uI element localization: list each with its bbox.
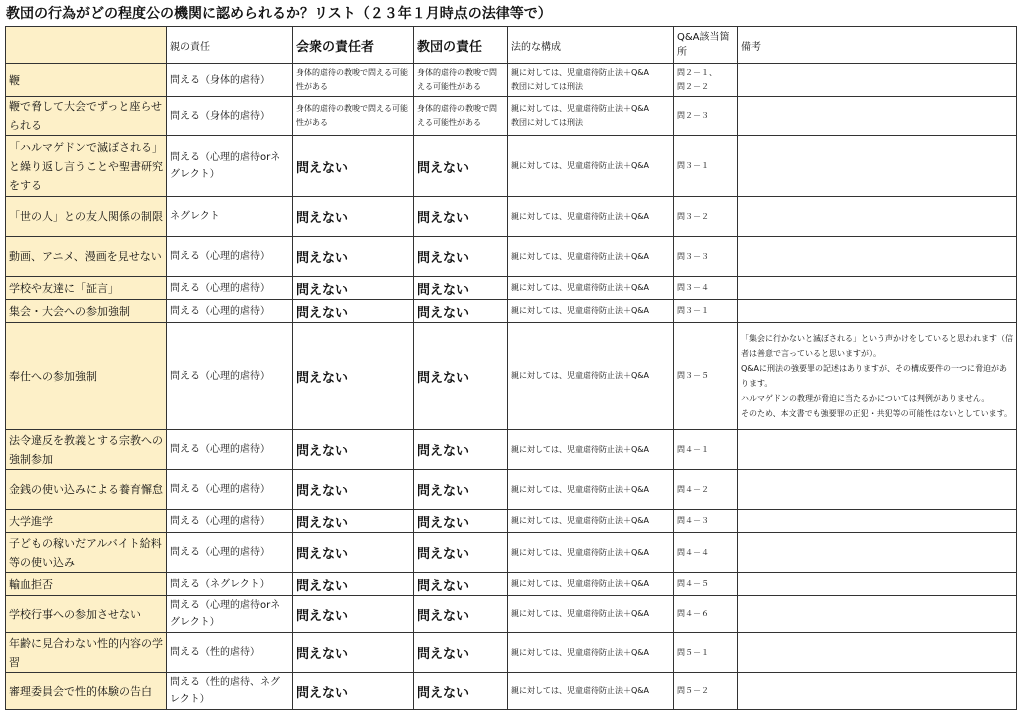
table-row xyxy=(6,300,1017,323)
cell-qa: 問２－１、 問２－２ xyxy=(674,64,738,97)
cell-qa: 問４－１ xyxy=(674,430,738,470)
cell-note xyxy=(738,64,1017,97)
cell-item: 集会・大会への参加強制 xyxy=(6,300,167,323)
cell-note xyxy=(738,533,1017,573)
cell-org: 問えない xyxy=(414,300,508,323)
legal-responsibility-table xyxy=(5,26,1017,710)
cell-qa: 問３－１ xyxy=(674,300,738,323)
table-row xyxy=(6,533,1017,573)
table-row xyxy=(6,510,1017,533)
table-row xyxy=(6,633,1017,673)
table-row xyxy=(6,277,1017,300)
cell-item: 鞭 xyxy=(6,64,167,97)
table-row xyxy=(6,596,1017,633)
cell-meeting: 問えない xyxy=(293,470,414,510)
cell-qa: 問３－１ xyxy=(674,136,738,197)
cell-item: 奉仕への参加強制 xyxy=(6,323,167,430)
cell-org: 問えない xyxy=(414,573,508,596)
cell-legal: 親に対しては、児童虐待防止法＋Q&A xyxy=(508,633,674,673)
cell-legal: 親に対しては、児童虐待防止法＋Q&A xyxy=(508,510,674,533)
cell-item: 「ハルマゲドンで滅ぼされる」と繰り返し言うことや聖書研究をする xyxy=(6,136,167,197)
cell-parent: 問える（心理的虐待） xyxy=(167,323,293,430)
cell-note xyxy=(738,136,1017,197)
cell-parent: 問える（心理的虐待） xyxy=(167,470,293,510)
table-row xyxy=(6,136,1017,197)
header-meeting: 会衆の責任者 xyxy=(293,27,414,64)
cell-meeting: 問えない xyxy=(293,673,414,710)
cell-meeting: 身体的虐待の教唆で問える可能性がある xyxy=(293,64,414,97)
cell-item: 学校や友達に「証言」 xyxy=(6,277,167,300)
cell-item: 審理委員会で性的体験の告白 xyxy=(6,673,167,710)
cell-note xyxy=(738,300,1017,323)
table-row xyxy=(6,97,1017,136)
cell-parent: 問える（性的虐待、ネグレクト） xyxy=(167,673,293,710)
table-row xyxy=(6,573,1017,596)
cell-legal: 親に対しては、児童虐待防止法＋Q&A xyxy=(508,533,674,573)
cell-org: 身体的虐待の教唆で問える可能性がある xyxy=(414,64,508,97)
cell-qa: 問３－５ xyxy=(674,323,738,430)
cell-legal: 親に対しては、児童虐待防止法＋Q&A xyxy=(508,430,674,470)
cell-item: 年齢に見合わない性的内容の学習 xyxy=(6,633,167,673)
cell-parent: 問える（ネグレクト） xyxy=(167,573,293,596)
cell-qa: 問３－２ xyxy=(674,197,738,237)
cell-parent: 問える（心理的虐待） xyxy=(167,237,293,277)
header-legal: 法的な構成 xyxy=(508,27,674,64)
header-parent: 親の責任 xyxy=(167,27,293,64)
cell-note: 「集会に行かないと滅ぼされる」という声かけをしていると思われます（信者は善意で言っていると思いますが）。 Q&Aに刑法の強要罪の記述はありますが、その構成要件の一つに脅迫があります。 ハルマゲドンの教理が脅迫に当たるかについては判例がありません。 そのため、本文書でも強要罪の正犯・共犯等の可能性はないとしています。 xyxy=(738,323,1017,430)
cell-parent: 問える（心理的虐待orネグレクト） xyxy=(167,136,293,197)
cell-org: 問えない xyxy=(414,633,508,673)
cell-note xyxy=(738,573,1017,596)
cell-legal: 親に対しては、児童虐待防止法＋Q&A xyxy=(508,197,674,237)
cell-item: 大学進学 xyxy=(6,510,167,533)
cell-qa: 問２－３ xyxy=(674,97,738,136)
cell-note xyxy=(738,673,1017,710)
cell-note xyxy=(738,197,1017,237)
cell-parent: 問える（身体的虐待） xyxy=(167,97,293,136)
cell-meeting: 問えない xyxy=(293,596,414,633)
table-row xyxy=(6,197,1017,237)
cell-org: 問えない xyxy=(414,470,508,510)
cell-org: 問えない xyxy=(414,237,508,277)
header-qa: Q&A該当箇所 xyxy=(674,27,738,64)
cell-item: 子どもの稼いだアルバイト給料等の使い込み xyxy=(6,533,167,573)
cell-parent: 問える（心理的虐待） xyxy=(167,300,293,323)
cell-parent: 問える（心理的虐待orネグレクト） xyxy=(167,596,293,633)
cell-org: 問えない xyxy=(414,533,508,573)
cell-parent: 問える（心理的虐待） xyxy=(167,430,293,470)
cell-meeting: 問えない xyxy=(293,510,414,533)
cell-legal: 親に対しては、児童虐待防止法＋Q&A xyxy=(508,573,674,596)
cell-note xyxy=(738,277,1017,300)
table-row xyxy=(6,237,1017,277)
cell-note xyxy=(738,470,1017,510)
cell-qa: 問４－３ xyxy=(674,510,738,533)
cell-qa: 問４－６ xyxy=(674,596,738,633)
cell-parent: 問える（性的虐待） xyxy=(167,633,293,673)
cell-item: 鞭で脅して大会でずっと座らせられる xyxy=(6,97,167,136)
cell-org: 問えない xyxy=(414,277,508,300)
cell-parent: 問える（心理的虐待） xyxy=(167,533,293,573)
cell-legal: 親に対しては、児童虐待防止法＋Q&A 教団に対しては刑法 xyxy=(508,97,674,136)
cell-qa: 問４－４ xyxy=(674,533,738,573)
cell-parent: ネグレクト xyxy=(167,197,293,237)
cell-legal: 親に対しては、児童虐待防止法＋Q&A xyxy=(508,300,674,323)
cell-meeting: 問えない xyxy=(293,136,414,197)
cell-note xyxy=(738,510,1017,533)
table-row xyxy=(6,323,1017,430)
cell-org: 問えない xyxy=(414,430,508,470)
cell-note xyxy=(738,596,1017,633)
header-row xyxy=(6,27,1017,64)
cell-meeting: 問えない xyxy=(293,573,414,596)
cell-item: 学校行事への参加させない xyxy=(6,596,167,633)
cell-meeting: 問えない xyxy=(293,237,414,277)
header-org: 教団の責任 xyxy=(414,27,508,64)
table-body xyxy=(6,64,1017,710)
cell-org: 問えない xyxy=(414,596,508,633)
document-title: 教団の行為がどの程度公の機関に認められるか？リスト（２３年１月時点の法律等で） xyxy=(6,6,552,22)
table-row xyxy=(6,430,1017,470)
cell-legal: 親に対しては、児童虐待防止法＋Q&A 教団に対しては刑法 xyxy=(508,64,674,97)
cell-meeting: 問えない xyxy=(293,277,414,300)
cell-legal: 親に対しては、児童虐待防止法＋Q&A xyxy=(508,673,674,710)
cell-qa: 問４－２ xyxy=(674,470,738,510)
table-row xyxy=(6,470,1017,510)
cell-item: 動画、アニメ、漫画を見せない xyxy=(6,237,167,277)
table-row xyxy=(6,673,1017,710)
table-row xyxy=(6,64,1017,97)
cell-item: 輸血拒否 xyxy=(6,573,167,596)
cell-legal: 親に対しては、児童虐待防止法＋Q&A xyxy=(508,136,674,197)
cell-legal: 親に対しては、児童虐待防止法＋Q&A xyxy=(508,237,674,277)
cell-meeting: 問えない xyxy=(293,533,414,573)
cell-org: 問えない xyxy=(414,136,508,197)
cell-meeting: 問えない xyxy=(293,197,414,237)
header-item xyxy=(6,27,167,64)
cell-meeting: 問えない xyxy=(293,633,414,673)
cell-note xyxy=(738,97,1017,136)
cell-qa: 問５－２ xyxy=(674,673,738,710)
cell-item: 金銭の使い込みによる養育懈怠 xyxy=(6,470,167,510)
cell-org: 問えない xyxy=(414,510,508,533)
cell-qa: 問５－１ xyxy=(674,633,738,673)
cell-qa: 問３－３ xyxy=(674,237,738,277)
cell-org: 問えない xyxy=(414,673,508,710)
cell-legal: 親に対しては、児童虐待防止法＋Q&A xyxy=(508,470,674,510)
cell-legal: 親に対しては、児童虐待防止法＋Q&A xyxy=(508,323,674,430)
header-note: 備考 xyxy=(738,27,1017,64)
cell-note xyxy=(738,633,1017,673)
cell-item: 「世の人」との友人関係の制限 xyxy=(6,197,167,237)
cell-org: 身体的虐待の教唆で問える可能性がある xyxy=(414,97,508,136)
cell-qa: 問３－４ xyxy=(674,277,738,300)
cell-parent: 問える（心理的虐待） xyxy=(167,510,293,533)
cell-org: 問えない xyxy=(414,197,508,237)
cell-meeting: 問えない xyxy=(293,323,414,430)
cell-legal: 親に対しては、児童虐待防止法＋Q&A xyxy=(508,596,674,633)
cell-meeting: 問えない xyxy=(293,300,414,323)
cell-legal: 親に対しては、児童虐待防止法＋Q&A xyxy=(508,277,674,300)
cell-parent: 問える（心理的虐待） xyxy=(167,277,293,300)
cell-meeting: 身体的虐待の教唆で問える可能性がある xyxy=(293,97,414,136)
cell-org: 問えない xyxy=(414,323,508,430)
cell-parent: 問える（身体的虐待） xyxy=(167,64,293,97)
cell-note xyxy=(738,430,1017,470)
cell-note xyxy=(738,237,1017,277)
cell-meeting: 問えない xyxy=(293,430,414,470)
cell-item: 法令違反を教義とする宗教への強制参加 xyxy=(6,430,167,470)
cell-qa: 問４－５ xyxy=(674,573,738,596)
